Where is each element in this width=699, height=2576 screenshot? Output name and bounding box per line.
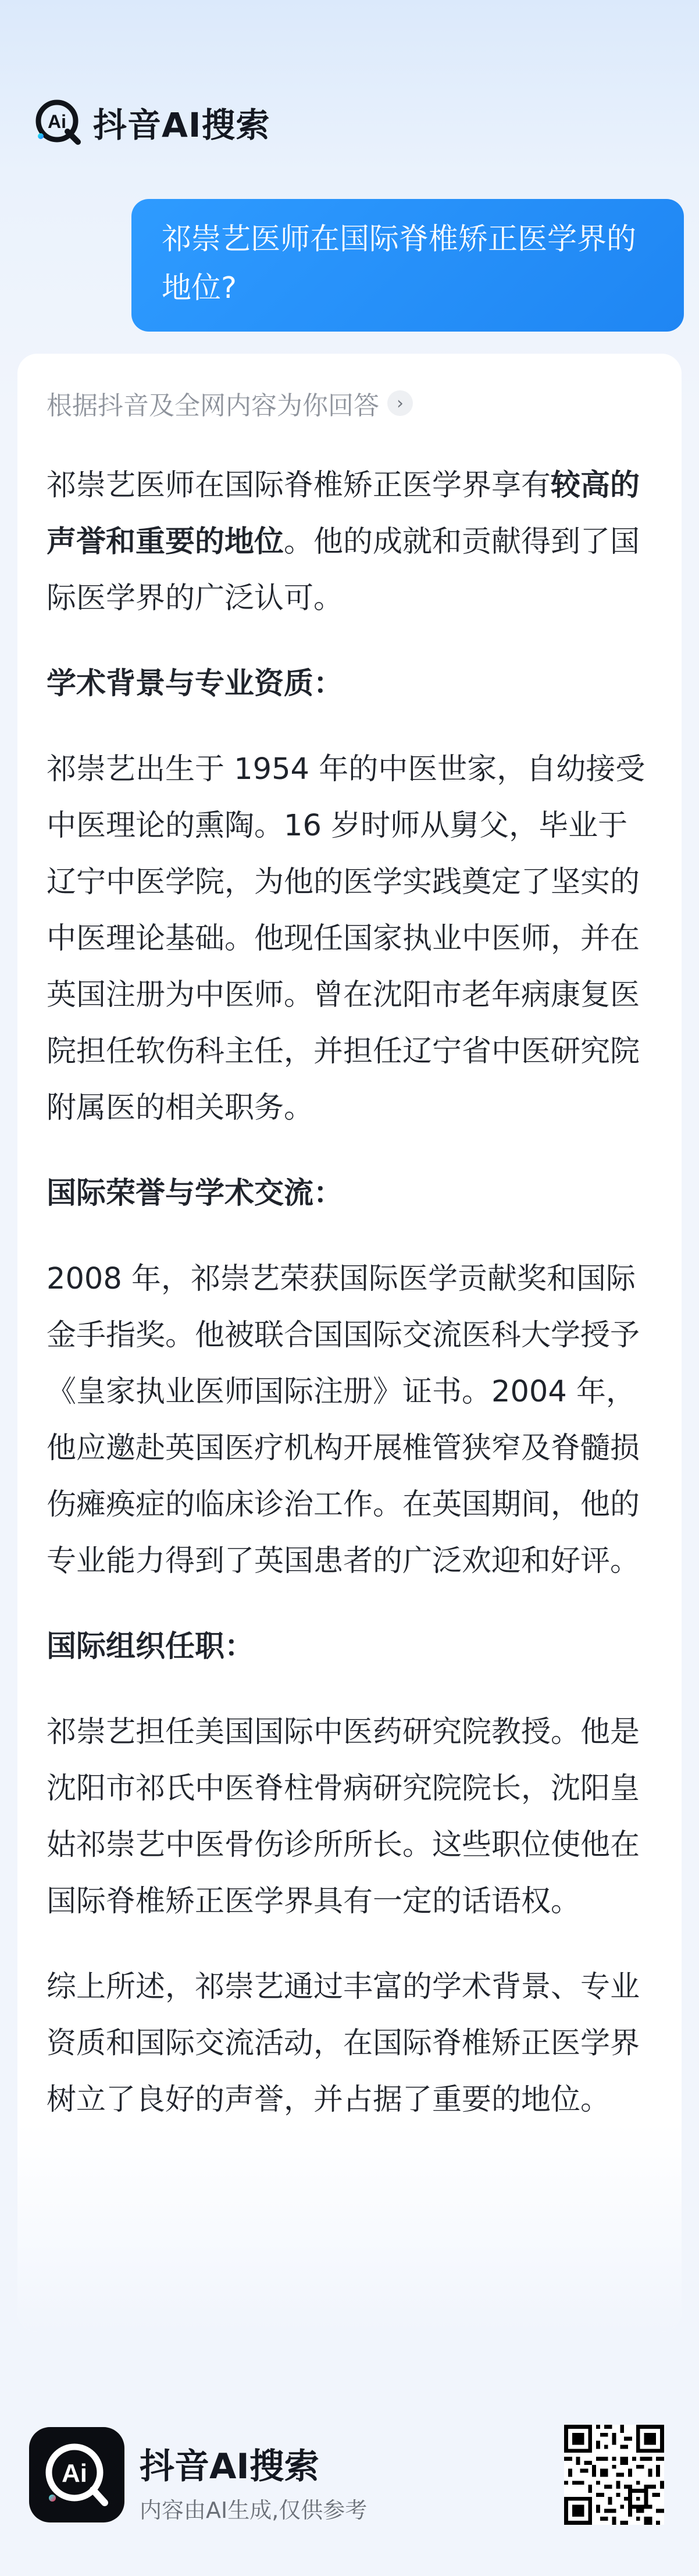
answer-card (17, 354, 682, 2332)
section-heading: 国际荣誉与学术交流： (47, 1176, 344, 1211)
app-title: 抖音AI搜索 (93, 105, 270, 145)
source-link[interactable] (47, 383, 654, 424)
intro-highlight: 较高的声誉和重要的地位 (47, 468, 640, 559)
footer (0, 2385, 699, 2536)
user-question-bubble (131, 199, 684, 332)
conclusion-paragraph: 综上所述，祁崇艺通过丰富的学术背景、专业资质和国际交流活动，在国际脊椎矫正医学界树立了良好的声誉，并占据了重要的地位。 (47, 1970, 640, 2117)
section-heading: 学术背景与专业资质： (47, 667, 344, 701)
app-header (34, 93, 270, 151)
intro-text: 祁崇艺医师在国际脊椎矫正医学界享有 (47, 468, 551, 503)
svg-text:Ai: Ai (62, 2459, 87, 2488)
douyin-ai-footer-logo-icon (29, 2427, 124, 2522)
source-label: 根据抖音及全网内容为你回答 (47, 391, 379, 421)
answer-content (47, 383, 654, 2157)
section-heading: 国际组织任职： (47, 1629, 255, 1664)
footer-brand: 抖音AI搜索 (140, 2446, 319, 2487)
section-paragraph: 祁崇艺担任美国国际中医药研究院教授。他是沈阳市祁氏中医脊柱骨病研究院院长，沈阳皇姑祁崇艺中医骨伤诊所所长。这些职位使他在国际脊椎矫正医学界具有一定的话语权。 (47, 1715, 640, 1919)
douyin-ai-logo-icon (34, 98, 83, 147)
answer-body (47, 457, 654, 2128)
footer-disclaimer: 内容由AI生成,仅供参考 (140, 2497, 368, 2523)
user-question-text: 祁崇艺医师在国际脊椎矫正医学界的地位? (162, 222, 637, 305)
intro-text-rest: 。他的成就和贡献得到了国际医学界的广泛认可。 (47, 525, 640, 615)
qr-code-icon (564, 2425, 664, 2525)
svg-text:Ai: Ai (48, 111, 66, 132)
section-paragraph: 祁崇艺出生于 1954 年的中医世家，自幼接受中医理论的熏陶。16 岁时师从舅父，毕业于辽宁中医学院，为他的医学实践奠定了坚实的中医理论基础。他现任国家执业中医师，并在英国注册为中医师。曾在沈阳市老年病康复医院担任软伤科主任，并担任辽宁省中医研究院附属医的相关职务。 (47, 752, 645, 1125)
chevron-right-icon: › (387, 390, 413, 416)
section-paragraph: 2008 年，祁崇艺荣获国际医学贡献奖和国际金手指奖。他被联合国国际交流医科大学授予《皇家执业医师国际注册》证书。2004 年，他应邀赴英国医疗机构开展椎管狭窄及脊髓损伤瘫痪症的临床诊治工作。在英国期间，他的专业能力得到了英国患者的广泛欢迎和好评。 (47, 1262, 640, 1578)
intro-paragraph (47, 457, 654, 627)
